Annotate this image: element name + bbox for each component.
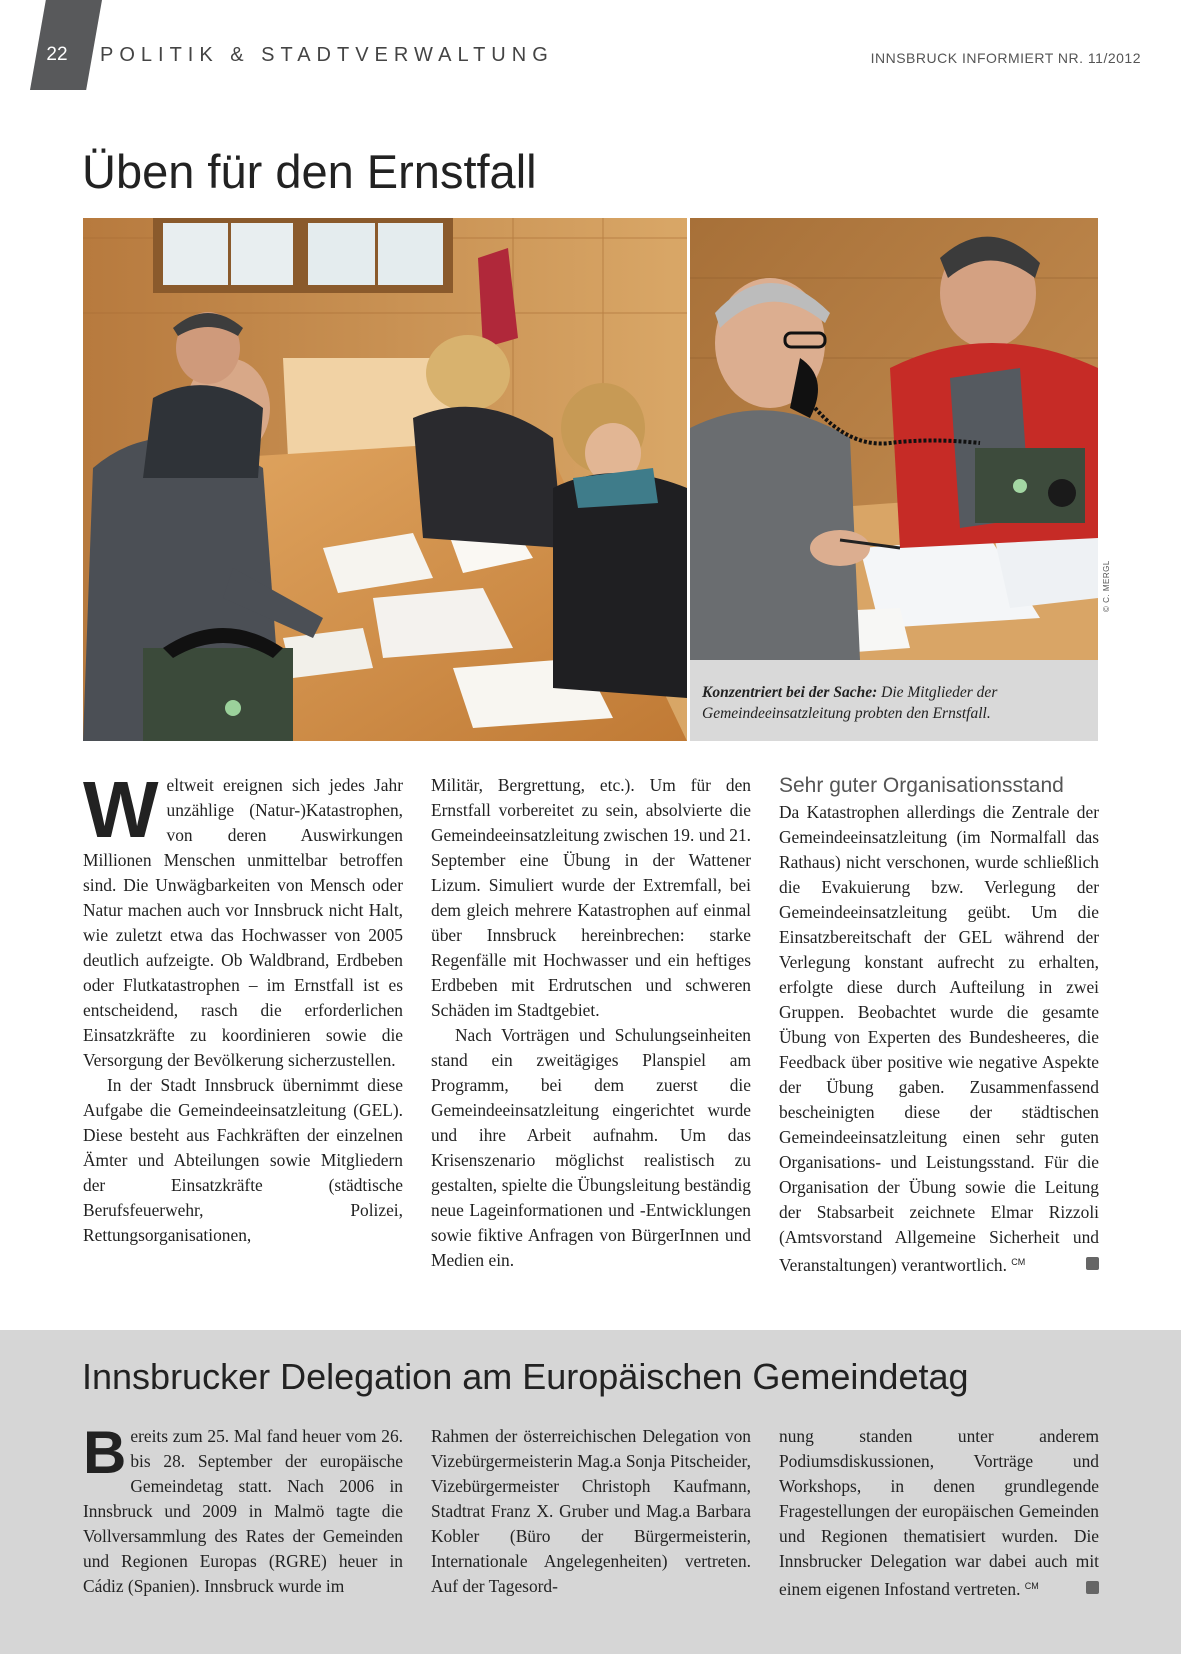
article2-column-1 [83,1419,403,1599]
col2-paragraph-1: Militär, Bergrettung, etc.). Um für den Ernstfall vorbereitet zu sein, absolvierte die Gemeindeeinsatzleitung zwischen 19. und 21. September eine Übung in der Wattener Lizum. Simuliert wurde der Extremfall, bei dem gleich mehrere Katastrophen auf einmal über Innsbruck hereinbrechen: starke Regenfälle mit Hochwasser und ein heftiges Erdbeben mit Erdrutschen und schweren Schäden im Stadtgebiet. [431,775,751,1020]
page-number: 22 [46,44,68,65]
article2-title: Innsbrucker Delegation am Europäischen Gemeindetag [82,1356,969,1397]
photo-group-at-table [83,218,687,741]
end-mark-icon [1086,1257,1099,1270]
col3-paragraph-1: Da Katastrophen allerdings die Zentrale der Gemeindeeinsatzleitung (im Normalfall das Rathaus) nicht verschonen, wurde schließlich die Evakuierung bzw. Verlegung der Gemeindeeinsatzleitung geübt. Um die Einsatzbereitschaft der GEL während der Verlegung konstant aufrecht zu erhalten, erfolgte diese durch Aufteilung in zwei Gruppen. Beobachtet wurde die gesamte Übung von Experten des Bundesheeres, die Feedback über positive wie negative Aspekte der Übung gaben. Zusammenfassend bescheinigten diese der städtischen Gemeindeeinsatzleitung einen sehr guten Organisations- und Leistungsstand. Für die Organisation der Übung sowie die Leitung der Stabsarbeit zeichnete Elmar Rizzoli (Amtsvorstand Allgemeine Sicherheit und Veranstaltungen) verantwortlich. [779,802,1099,1275]
col1-paragraph-1: eltweit ereignen sich jedes Jahr unzählige (Natur-)Katastrophen, von deren Auswirkungen Millionen Menschen unmittelbar betroffen sind. Die Unwägbarkeiten von Mensch oder Natur machen auch vor Innsbruck nicht Halt, wie zuletzt etwa das Hochwasser von 2005 deutlich aufzeigte. Ob Waldbrand, Erdbeben oder Flutkatastrophen – im Ernstfall ist es entscheidend, rasch die erforderlichen Einsatzkräfte zu koordinieren sowie die Versorgung der Bevölkerung sicherzustellen. [83,775,403,1070]
article2-column-3 [779,1424,1099,1602]
article2-column-2 [431,1424,751,1599]
article-column-1 [83,765,403,1248]
photo-men-on-phone [690,218,1098,660]
author-initials: CM [1011,1257,1026,1267]
article2-end-mark-icon [1086,1581,1099,1594]
issue-label: INNSBRUCK INFORMIERT NR. 11/2012 [870,50,1141,66]
photo-group-illustration [83,218,687,741]
caption-text: Die Mitglieder der Gemeindeeinsatzleitung probten den Ernstfall. [702,684,998,722]
article-column-3 [779,773,1099,1278]
photo-caption [702,682,1092,724]
col2-paragraph-2: Nach Vorträgen und Schulungseinheiten stand ein zweitägiges Planspiel am Programm, bei dem zuerst die Gemeindeeinsatzleitung eingerichtet wurde und ihre Arbeit aufnahm. Um das Krisenszenario möglichst realistisch zu gestalten, spielte die Übungsleitung beständig neue Lageinformationen und -Entwicklungen sowie fiktive Anfragen von BürgerInnen und Medien ein. [431,1025,751,1270]
drop-cap-b: B [83,1419,127,1486]
section-title: POLITIK & STADTVERWALTUNG [100,44,554,66]
photo-credit: © C. MERGL [1102,560,1111,612]
caption-lead: Konzentriert bei der Sache: [702,684,878,701]
article2-col2-text: Rahmen der österreichischen Delegation von Vizebürgermeisterin Mag.a Sonja Pitscheider, Vizebürgermeister Christoph Kaufmann, Stadtrat Franz X. Gruber und Mag.a Barbara Kobler (Büro der Bürgermeisterin, Internationale Angelegenheiten) vertreten. Auf der Tagesord- [431,1426,751,1596]
article-title: Üben für den Ernstfall [82,145,537,198]
subheading: Sehr guter Organisationsstand [779,774,1064,797]
article2-author-initials: CM [1024,1581,1039,1591]
article2-col3-text: nung standen unter anderem Podiumsdiskussionen, Vorträge und Workshops, in denen grundlegende Fragestellungen der europäischen Gemeinden und Regionen thematisiert wurden. Die Innsbrucker Delegation war dabei auch mit einem eigenen Infostand vertreten. [779,1426,1099,1599]
article2-col1-text: ereits zum 25. Mal fand heuer vom 26. bis 28. September der europäische Gemeindetag statt. Nach 2006 in Innsbruck und 2009 in Malmö tagte die Vollversammlung des Rates der Gemeinden und Regionen Europas (RGRE) heuer in Cádiz (Spanien). Innsbruck wurde im [83,1426,403,1596]
article-column-2 [431,773,751,1273]
col1-paragraph-2: In der Stadt Innsbruck übernimmt diese Aufgabe die Gemeindeeinsatzleitung (GEL). Diese besteht aus Fachkräften der einzelnen Ämter und Abteilungen sowie Mitgliedern der Einsatzkräfte (städtische Berufsfeuerwehr, Polizei, Rettungsorganisationen, [83,1075,403,1245]
photo-phone-illustration [690,218,1098,660]
drop-cap: W [83,765,159,854]
